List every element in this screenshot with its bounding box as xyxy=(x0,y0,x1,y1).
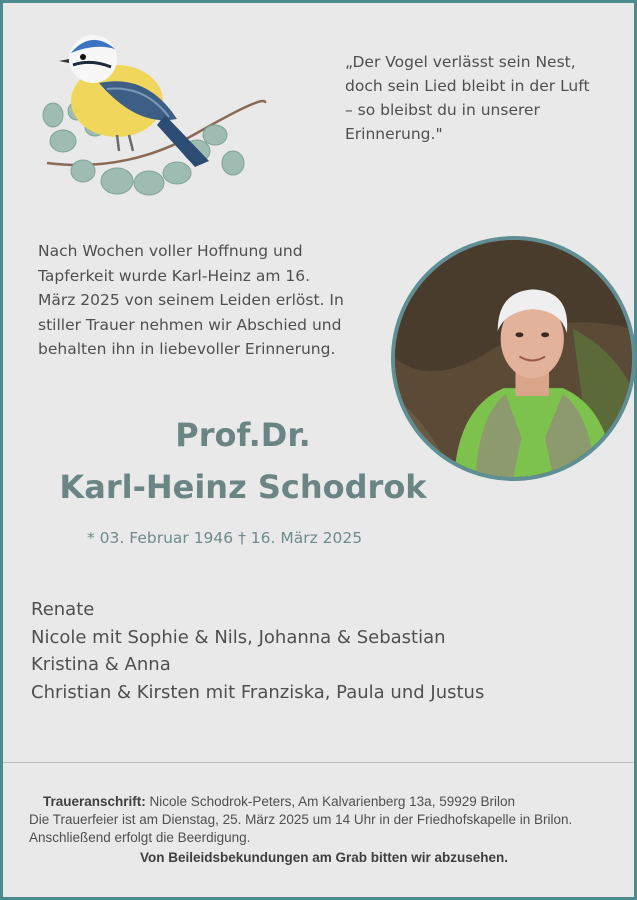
address-text: Nicole Schodrok-Peters, Am Kalvarienberg 13a, 59929 Brilon xyxy=(149,794,515,809)
address-label: Traueranschrift: xyxy=(43,794,146,809)
intro-text: Nach Wochen voller Hoffnung und Tapferkeit wurde Karl-Heinz am 16. März 2025 von seinem Leiden erlöst. In stiller Trauer nehmen wir Abschied und behalten ihn in liebevoller Erinnerung. xyxy=(38,242,344,358)
footer-info xyxy=(29,793,619,867)
family-member: Kristina & Anna xyxy=(31,654,171,675)
family-member: Christian & Kirsten mit Franziska, Paula und Justus xyxy=(31,681,485,703)
family-member: Nicole mit Sophie & Nils, Johanna & Sebastian xyxy=(31,626,446,648)
life-dates: * 03. Februar 1946 † 16. März 2025 xyxy=(87,529,363,547)
ceremony-info: Die Trauerfeier ist am Dienstag, 25. März 2025 um 14 Uhr in der Friedhofskapelle in Brilon. Anschließend erfolgt die Beerdigung. xyxy=(29,812,573,845)
bird-illustration-icon xyxy=(37,23,272,213)
condolence-note: Von Beileidsbekundungen am Grab bitten wir abzusehen. xyxy=(139,850,509,865)
family-list xyxy=(31,596,484,706)
family-member: Renate xyxy=(31,599,95,620)
memorial-quote: „Der Vogel verlässt sein Nest, doch sein Lied bleibt in der Luft – so bleibst du in unserer Erinnerung." xyxy=(345,53,590,143)
divider xyxy=(3,762,634,763)
deceased-title: Prof.Dr. xyxy=(175,416,311,454)
mourning-address xyxy=(29,793,619,811)
deceased-name: Karl-Heinz Schodrok xyxy=(59,468,427,506)
